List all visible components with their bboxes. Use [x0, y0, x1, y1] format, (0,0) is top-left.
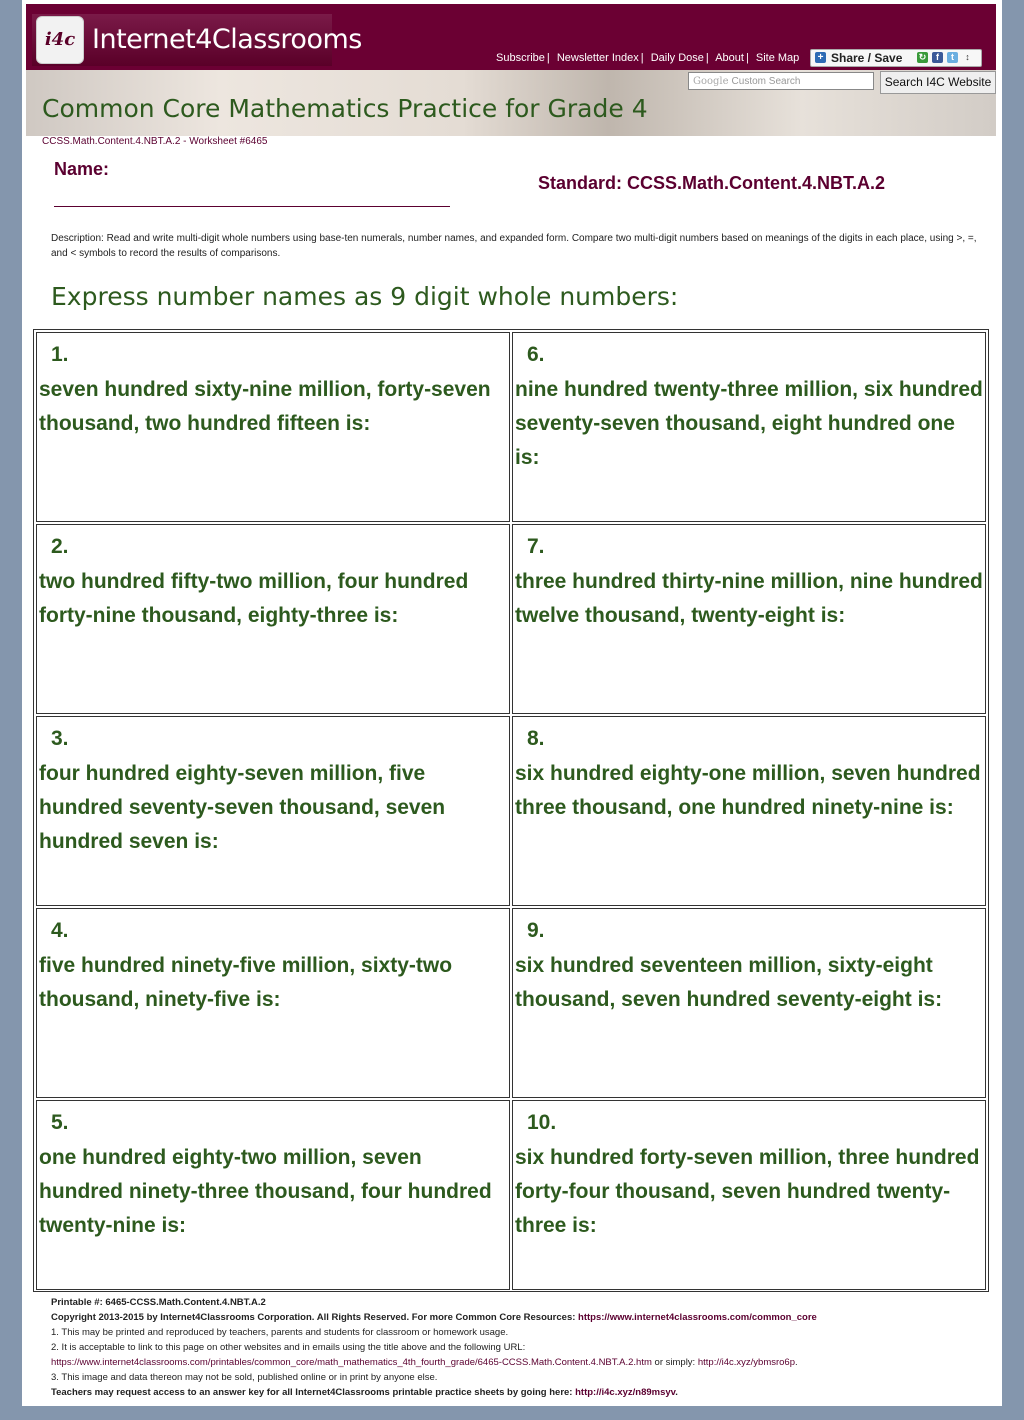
- logo-mark: i4c: [36, 16, 84, 64]
- instruction: Express number names as 9 digit whole numbers:: [51, 282, 679, 311]
- breadcrumb: CCSS.Math.Content.4.NBT.A.2 - Worksheet #6465: [42, 136, 268, 147]
- common-core-link[interactable]: https://www.internet4classrooms.com/common_core: [578, 1312, 817, 1323]
- google-label: Google: [693, 76, 729, 87]
- page-title: Common Core Mathematics Practice for Grade 4: [42, 94, 648, 123]
- description: Description: Read and write multi-digit whole numbers using base-ten numerals, number names, and expanded form. Compare two multi-digit numbers based on meanings of the digits in each place, using >, =, and < symbols to record the results of comparisons.: [51, 233, 977, 259]
- question-cell: [36, 908, 510, 1098]
- note-2: 2. It is acceptable to link to this page on other websites and in emails using the title above and the following URL:: [51, 1342, 526, 1353]
- short-url-link[interactable]: http://i4c.xyz/ybmsro6p: [697, 1357, 795, 1368]
- note-1: 1. This may be printed and reproduced by teachers, parents and students for classroom or homework usage.: [51, 1327, 509, 1338]
- question-number: 9.: [527, 919, 545, 942]
- question-number: 7.: [527, 535, 545, 558]
- question-number: 1.: [51, 343, 69, 366]
- nav-newsletter-index[interactable]: Newsletter Index: [556, 52, 639, 64]
- question-text: one hundred eighty-two million, seven hundred ninety-three thousand, four hundred twenty-nine is:: [39, 1146, 492, 1237]
- search-input[interactable]: [688, 72, 874, 90]
- question-number: 10.: [527, 1111, 557, 1134]
- question-cell: [36, 332, 510, 522]
- question-text: six hundred eighty-one million, seven hundred three thousand, one hundred ninety-nine is:: [515, 762, 981, 819]
- question-cell: [36, 1100, 510, 1290]
- question-text: six hundred forty-seven million, three hundred forty-four thousand, seven hundred twenty-three is:: [515, 1146, 980, 1237]
- question-text: seven hundred sixty-nine million, forty-seven thousand, two hundred fifteen is:: [39, 378, 491, 435]
- question-text: four hundred eighty-seven million, five hundred seventy-seven thousand, seven hundred seven is:: [39, 762, 446, 853]
- top-nav: Subscribe | Newsletter Index | Daily Dose | About | Site Map: [496, 52, 800, 64]
- question-number: 3.: [51, 727, 69, 750]
- question-number: 8.: [527, 727, 545, 750]
- copyright: [51, 1310, 991, 1325]
- facebook-icon: f: [932, 52, 943, 63]
- standard-label: Standard: CCSS.Math.Content.4.NBT.A.2: [538, 173, 886, 193]
- nav-subscribe[interactable]: Subscribe: [496, 52, 545, 64]
- question-cell: [512, 908, 986, 1098]
- answer-key-link[interactable]: http://i4c.xyz/n89msyv: [575, 1387, 676, 1398]
- footer: [51, 1295, 991, 1400]
- search-placeholder: Custom Search: [731, 76, 801, 87]
- plus-icon: +: [815, 52, 826, 63]
- question-cell: [36, 716, 510, 906]
- printable-number: Printable #: 6465-CCSS.Math.Content.4.NBT.A.2: [51, 1297, 266, 1308]
- question-number: 2.: [51, 535, 69, 558]
- question-text: six hundred seventeen million, sixty-eight thousand, seven hundred seventy-eight is:: [515, 954, 943, 1011]
- answer-key-note: Teachers may request access to an answer key for all Internet4Classrooms printable practice sheets by going here: http://i4c.xyz/n89msyv.: [51, 1387, 678, 1398]
- question-text: nine hundred twenty-three million, six hundred seventy-seven thousand, eight hundred one is:: [515, 378, 983, 469]
- question-text: five hundred ninety-five million, sixty-two thousand, ninety-five is:: [39, 954, 453, 1011]
- share-label: Share / Save: [831, 51, 903, 65]
- chevron-updown-icon: ↕: [965, 52, 970, 62]
- question-cell: [512, 332, 986, 522]
- twitter-icon: t: [947, 52, 958, 63]
- nav-about[interactable]: About: [715, 52, 744, 64]
- logo-text: Internet4Classrooms: [92, 24, 362, 55]
- or-text: or simply:: [654, 1357, 696, 1368]
- question-cell: [512, 716, 986, 906]
- question-cell: [36, 524, 510, 714]
- question-number: 4.: [51, 919, 69, 942]
- note-3: 3. This image and data thereon may not be sold, published online or in print by anyone else.: [51, 1372, 438, 1383]
- question-number: 6.: [527, 343, 545, 366]
- search-button[interactable]: Search I4C Website: [880, 71, 996, 94]
- question-number: 5.: [51, 1111, 69, 1134]
- question-text: three hundred thirty-nine million, nine hundred twelve thousand, twenty-eight is:: [515, 570, 983, 627]
- name-line: [54, 206, 450, 207]
- refresh-icon: ↻: [918, 52, 927, 62]
- share-save-button[interactable]: [810, 49, 982, 67]
- answer-key-text: Teachers may request access to an answer key for all Internet4Classrooms printable practice sheets by going here:: [51, 1387, 573, 1398]
- question-cell: [512, 524, 986, 714]
- copyright-text: Copyright 2013-2015 by Internet4Classrooms Corporation. All Rights Reserved. For more Common Core Resources:: [51, 1312, 576, 1323]
- question-cell: [512, 1100, 986, 1290]
- name-label: Name:: [54, 159, 110, 179]
- nav-daily-dose[interactable]: Daily Dose: [650, 52, 704, 64]
- note-2-urls: https://www.internet4classrooms.com/printables/common_core/math_mathematics_4th_fourth_grade/6465-CCSS.Math.Content.4.NBT.A.2.htm or simply: http://i4c.xyz/ybmsro6p.: [51, 1357, 798, 1368]
- page: [22, 0, 1002, 1406]
- worksheet-url-link[interactable]: https://www.internet4classrooms.com/printables/common_core/math_mathematics_4th_fourth_grade/6465-CCSS.Math.Content.4.NBT.A.2.htm: [51, 1357, 652, 1368]
- site-logo[interactable]: [32, 14, 362, 66]
- question-grid: [33, 329, 989, 1292]
- question-text: two hundred fifty-two million, four hundred forty-nine thousand, eighty-three is:: [39, 570, 469, 627]
- nav-site-map[interactable]: Site Map: [755, 52, 800, 64]
- site-banner: [26, 4, 996, 70]
